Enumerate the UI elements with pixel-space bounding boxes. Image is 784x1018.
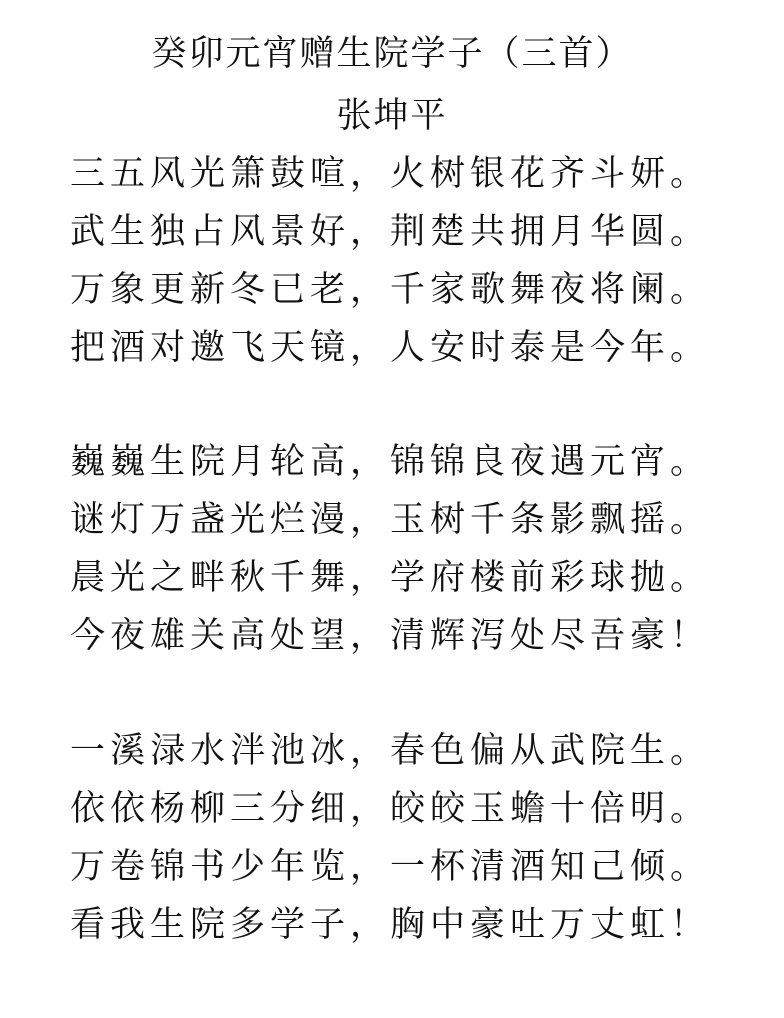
- poem-line: 依依杨柳三分细，皎皎玉蟾十倍明。: [70, 789, 711, 829]
- poem-line: 武生独占风景好，荆楚共拥月华圆。: [70, 212, 711, 252]
- poem-line: 万象更新冬已老，千家歌舞夜将阑。: [70, 270, 711, 310]
- poem-line: 把酒对邀飞天镜，人安时泰是今年。: [70, 328, 711, 368]
- poem-line: 巍巍生院月轮高，锦锦良夜遇元宵。: [70, 442, 711, 482]
- poem-line: 万卷锦书少年览，一杯清酒知己倾。: [70, 847, 711, 887]
- stanza-2: [70, 438, 770, 670]
- poem-line: 谜灯万盏光烂漫，玉树千条影飘摇。: [70, 500, 711, 540]
- poem-line: 看我生院多学子，胸中豪吐万丈虹！: [70, 905, 711, 945]
- stanza-1: [70, 150, 770, 382]
- stanza-3: [70, 727, 770, 959]
- poem-author: 张坤平: [336, 96, 448, 136]
- poem-title: 癸卯元宵赠生院学子（三首）: [151, 34, 633, 74]
- poem-line: 晨光之畔秋千舞，学府楼前彩球抛。: [70, 558, 711, 598]
- poem-line: 今夜雄关高处望，清辉泻处尽吾豪！: [70, 616, 711, 656]
- poem-line: 三五风光箫鼓喧，火树银花齐斗妍。: [70, 154, 711, 194]
- poem-line: 一溪渌水泮池冰，春色偏从武院生。: [70, 731, 711, 771]
